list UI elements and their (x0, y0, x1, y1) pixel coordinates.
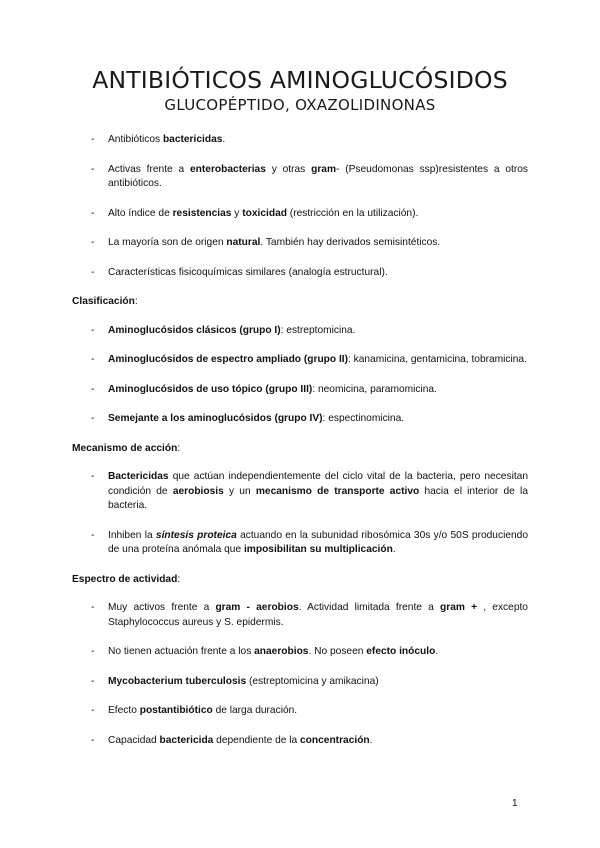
text: . (222, 134, 226, 145)
bold-text: Aminoglucósidos de espectro ampliado (grupo II) (108, 354, 348, 365)
text: (estreptomicina y amikacina) (246, 675, 379, 687)
heading-text: Mecanismo de acción (72, 442, 178, 454)
list-item (72, 675, 528, 690)
bold-text: Semejante a los aminoglucósidos (grupo IV) (108, 413, 323, 424)
bold-text: gram - aerobios (215, 602, 299, 613)
heading-text: Clasificación (72, 296, 135, 307)
heading-text: Espectro de actividad (72, 573, 178, 585)
bullet-dash: - (91, 134, 95, 145)
list-item (72, 412, 528, 427)
list-item (72, 645, 528, 660)
bold-text: concentración (300, 734, 370, 746)
section-heading-espectro (72, 573, 528, 588)
text: dependiente de la (213, 734, 301, 746)
list-item (72, 133, 528, 148)
text: Activas frente a (108, 163, 191, 175)
bold-text: Aminoglucósidos de uso tópico (grupo III) (108, 383, 313, 395)
text: y otras (265, 163, 312, 175)
list-item (72, 704, 528, 719)
bold-italic-text: síntesis proteica (155, 529, 237, 541)
bullet-dash: - (91, 734, 95, 746)
list-item (72, 207, 528, 222)
bullet-dash: - (91, 163, 95, 175)
page-number: 1 (512, 798, 518, 809)
bold-text: natural (226, 237, 261, 248)
text: Características fisicoquímicas similares (analogía estructural). (108, 266, 388, 278)
bold-text: imposibilitan su multiplicación (243, 544, 393, 555)
text: : (177, 573, 181, 585)
text: : (134, 296, 138, 307)
text: . También hay derivados semisintéticos. (260, 237, 441, 248)
bullet-dash: - (91, 266, 95, 278)
text: La mayoría son de origen (108, 237, 227, 248)
list-item (72, 529, 528, 558)
bullet-dash: - (91, 354, 95, 365)
list-item (72, 601, 528, 630)
list-item (72, 163, 528, 192)
text: y (231, 207, 243, 219)
section-heading-clasificacion (72, 295, 528, 310)
bullet-dash: - (91, 383, 95, 395)
bold-text: aerobiosis (172, 485, 224, 497)
bold-text: efecto inóculo (366, 646, 436, 657)
text: : espectinomicina. (322, 413, 405, 424)
bullet-dash: - (91, 529, 95, 541)
bold-text: postantibiótico (139, 705, 213, 716)
list-item (72, 383, 528, 398)
section-heading-mecanismo (72, 442, 528, 457)
text: . (435, 646, 439, 657)
page-subtitle: GLUCOPÉPTIDO, OXAZOLIDINONAS (164, 96, 436, 114)
bold-text: gram + (440, 602, 478, 613)
text: hacia el interior de la bacteria. (108, 485, 528, 511)
list-item (72, 324, 528, 339)
text: . No poseen (308, 646, 367, 657)
bullet-dash: - (91, 675, 95, 687)
bold-text: resistencias (172, 207, 232, 219)
bullet-dash: - (91, 324, 95, 336)
list-item (72, 236, 528, 251)
bold-text: bactericidas (162, 134, 223, 145)
text: . (369, 734, 373, 746)
text: , excepto Staphylococcus aureus y S. epidermis. (108, 602, 528, 628)
text: Capacidad (108, 734, 160, 746)
text: : neomicina, paramomicina. (312, 383, 437, 395)
list-item (72, 734, 528, 749)
bullet-dash: - (91, 646, 95, 657)
text: que actúan independientemente del ciclo vital de la bacteria, pero necesitan condición de (108, 471, 528, 497)
document-body (72, 133, 528, 763)
text: Inhiben la (108, 529, 156, 541)
text: - (Pseudomonas ssp)resistentes a otros antibióticos. (108, 163, 529, 189)
text: No tienen actuación frente a los (108, 646, 255, 657)
bold-text: toxicidad (242, 207, 287, 219)
bullet-dash: - (91, 471, 95, 482)
bold-text: gram (311, 163, 337, 175)
text: y un (223, 485, 256, 497)
text: Antibióticos (108, 134, 163, 145)
text: Muy activos frente a (108, 602, 216, 613)
text: de larga duración. (212, 705, 298, 716)
bullet-dash: - (91, 207, 95, 219)
text: (restricción en la utilización). (286, 207, 419, 219)
list-item (72, 266, 528, 281)
text: . (392, 544, 396, 555)
text: Alto índice de (108, 207, 173, 219)
bold-text: enterobacterias (190, 163, 266, 175)
text: . Actividad limitada frente a (298, 602, 441, 613)
text: : kanamicina, gentamicina, tobramicina. (348, 354, 527, 365)
bullet-dash: - (91, 237, 95, 248)
bold-text: mecanismo de transporte activo (255, 485, 420, 497)
page-title: ANTIBIÓTICOS AMINOGLUCÓSIDOS (92, 66, 508, 94)
text: : (177, 442, 181, 454)
text: : estreptomicina. (280, 324, 356, 336)
text: Efecto (108, 705, 140, 716)
bullet-dash: - (91, 602, 95, 613)
bold-text: Bactericidas (108, 471, 169, 482)
bold-text: Aminoglucósidos clásicos (grupo I) (108, 324, 281, 336)
list-item (72, 470, 528, 514)
list-item (72, 353, 528, 368)
bold-text: bactericida (159, 734, 214, 746)
bold-text: anaerobios (254, 646, 309, 657)
bullet-dash: - (91, 705, 95, 716)
bold-text: Mycobacterium tuberculosis (108, 675, 247, 687)
text: actuando en la subunidad ribosómica 30s y/o 50S produciendo de una proteína anómala que (108, 529, 528, 555)
bullet-dash: - (91, 413, 95, 424)
